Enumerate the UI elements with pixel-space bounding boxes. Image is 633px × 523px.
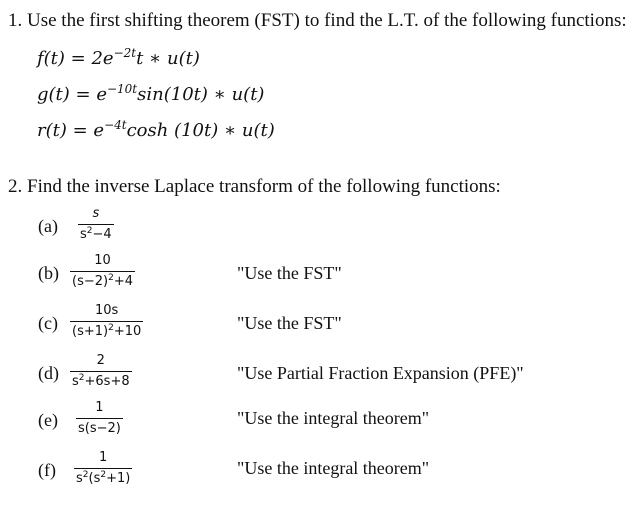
item-f-den-a-exp: 2: [82, 470, 89, 480]
item-c-den-exp: 2: [108, 323, 114, 333]
item-f-hint: "Use the integral theorem": [237, 458, 430, 478]
item-d-fraction: [70, 353, 132, 390]
item-f-den-a: s: [76, 471, 83, 486]
item-a-fraction-bar: [78, 224, 114, 225]
equation-r-lhs: r(t) = e: [37, 120, 105, 141]
item-f-fraction-bar: [74, 468, 132, 469]
item-c-num-text: 10s: [94, 303, 119, 318]
item-a-fraction: [78, 206, 114, 243]
item-c-den-base: (s+1): [72, 324, 109, 339]
item-d-den-base: s: [72, 374, 79, 389]
item-b-hint: "Use the FST": [237, 263, 342, 283]
equation-f-lhs: f(t) = 2e: [37, 48, 114, 69]
equation-g-rhs: sin(10t) ∗ u(t): [137, 84, 265, 105]
item-a-numerator: s: [92, 206, 100, 221]
item-f-denominator: [74, 471, 132, 487]
equation-r: [37, 120, 275, 141]
item-d-denominator: [70, 374, 132, 390]
item-e-numerator: 1: [95, 400, 104, 415]
item-f-den-b: (s: [88, 471, 101, 486]
item-a-den-base: s: [80, 227, 87, 242]
item-c-numerator: [93, 303, 120, 319]
item-a-denominator: [78, 227, 114, 243]
item-d-label: (d): [38, 363, 59, 383]
item-b-den-rest: +4: [113, 274, 133, 289]
item-c-hint: "Use the FST": [237, 313, 342, 333]
equation-f: [37, 48, 200, 69]
item-d-fraction-bar: [70, 371, 132, 372]
equation-f-exponent: −2t: [113, 46, 137, 60]
item-c-denominator: [70, 324, 143, 340]
item-c-fraction-bar: [70, 321, 143, 322]
item-b-numerator: 10: [94, 253, 111, 268]
item-d-den-rest: +6s+8: [84, 374, 130, 389]
item-d-den-exp: 2: [78, 373, 85, 383]
item-c-label: (c): [38, 313, 58, 333]
item-b-label: (b): [38, 263, 59, 283]
equation-g-exponent: −10t: [106, 82, 138, 96]
question-2-title: 2. Find the inverse Laplace transform of the following functions:: [8, 176, 501, 197]
item-e-fraction: [76, 400, 123, 437]
equation-g: [37, 84, 264, 105]
item-e-denominator: s(s−2): [78, 421, 121, 436]
item-b-den-base: (s−2): [72, 274, 109, 289]
item-c-fraction: [70, 303, 143, 340]
item-b-fraction: [70, 253, 135, 290]
item-a-label: (a): [38, 216, 58, 236]
item-e-fraction-bar: [76, 418, 123, 419]
item-f-label: (f): [38, 460, 56, 480]
item-f-den-c: +1): [106, 471, 131, 486]
item-d-numerator: 2: [96, 353, 105, 368]
item-f-fraction: [74, 450, 132, 487]
item-f-den-b-exp: 2: [100, 470, 107, 480]
item-b-denominator: [70, 274, 135, 290]
question-1-title: 1. Use the first shifting theorem (FST) to find the L.T. of the following functions:: [8, 10, 627, 31]
item-d-hint: "Use Partial Fraction Expansion (PFE)": [237, 363, 524, 383]
equation-r-rhs: cosh (10t) ∗ u(t): [126, 120, 275, 141]
item-f-numerator: 1: [99, 450, 108, 465]
item-a-den-rest: −4: [92, 227, 112, 242]
item-b-fraction-bar: [70, 271, 135, 272]
equation-g-lhs: g(t) = e: [37, 84, 107, 105]
item-a-den-exp: 2: [86, 226, 93, 236]
item-e-hint: "Use the integral theorem": [237, 408, 430, 428]
equation-r-exponent: −4t: [104, 118, 127, 132]
item-c-den-rest: +10: [113, 324, 142, 339]
equation-f-rhs: t ∗ u(t): [136, 48, 200, 69]
item-e-label: (e): [38, 410, 58, 430]
item-b-den-exp: 2: [108, 273, 114, 283]
